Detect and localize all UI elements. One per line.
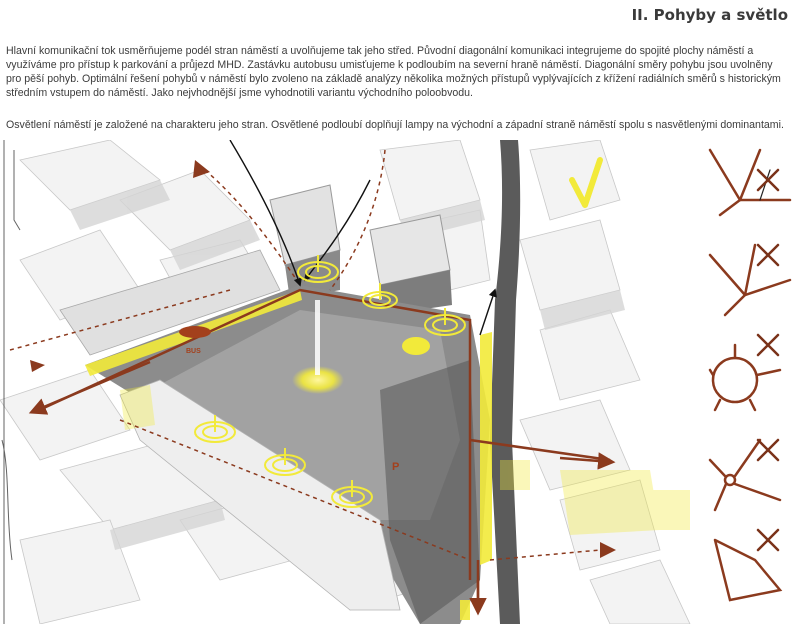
variant-c-icon [710, 335, 780, 410]
plague-column [315, 300, 320, 375]
square-axonometric-plan [0, 140, 700, 624]
lighting-paragraph: Osvětlení náměstí je založené na charakteru jeho stran. Osvětlené podloubí doplňují lampy na východní a západní straně náměstí spolu s nasvětlenými dominantami. [6, 119, 784, 131]
bus-stop-label: BUS [186, 348, 201, 355]
east-street-dark [490, 140, 520, 624]
variant-analysis-strip [700, 140, 800, 624]
page-title: II. Pohyby a světlo [631, 6, 788, 24]
movement-paragraph: Hlavní komunikační tok usměrňujeme podél stran náměstí a uvolňujeme tak jeho střed. Původní diagonální komunikaci integrujeme do spojité plochy náměstí a využíváme pro přístup k parkování a průjezd MHD. Zastávku autobusu umisťujeme k podloubím na severní hraně náměstí. Diagonální směry pohybu jsou uvolněny pro pěší pohyb. Optimální řešení pohybů v náměstí bylo zvoleno na základě analýzy několika možných přístupů vyplývajících z křížení radiálních směrů s historickým středním vstupem do náměstí. Jako nejvhodnější jsme vyhodnotili variantu východního poloobvodu. [6, 45, 781, 99]
west-arrowhead [30, 360, 45, 372]
sketch-strokes [2, 140, 20, 624]
variant-e-icon [715, 530, 780, 600]
parking-label: P [392, 461, 400, 473]
variant-a-icon [710, 150, 790, 215]
variant-d-icon [710, 440, 780, 510]
bus-stop-marker [179, 326, 211, 338]
fountain-light [402, 337, 430, 355]
variant-b-icon [710, 245, 790, 315]
